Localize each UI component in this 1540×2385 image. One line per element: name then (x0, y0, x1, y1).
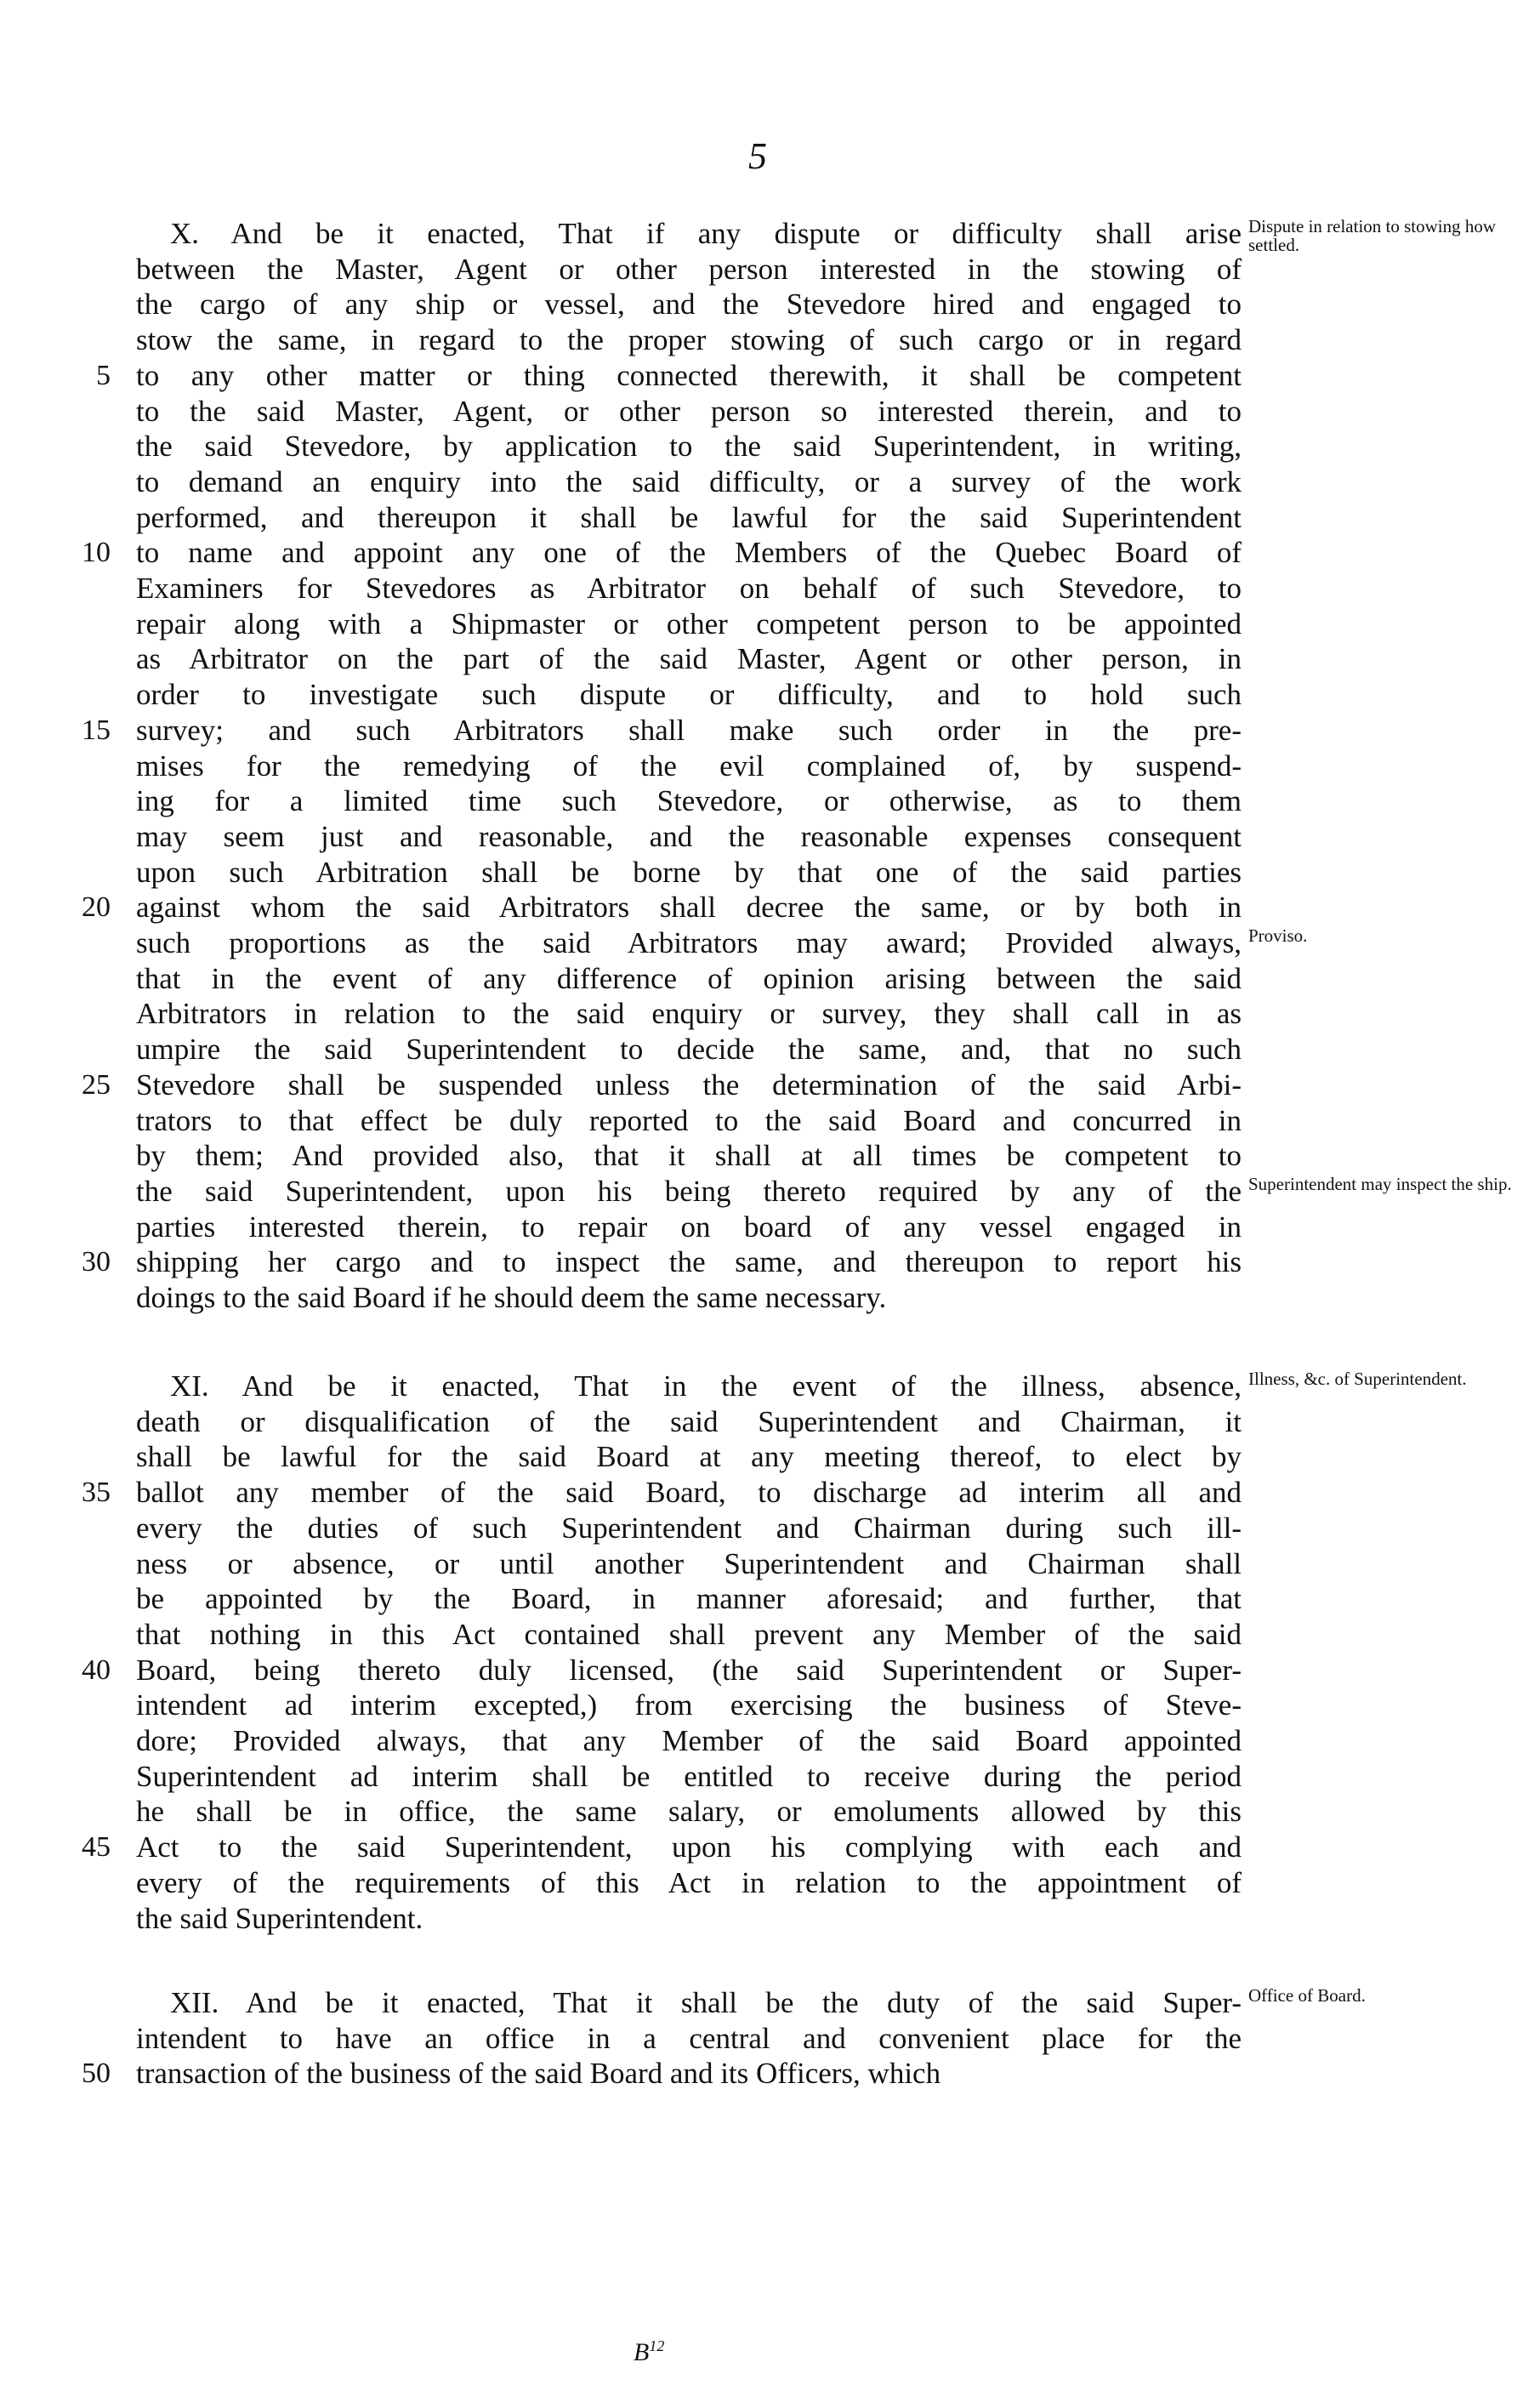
text-line (0, 784, 1540, 818)
text-line (0, 891, 1540, 925)
line-text: intendent to have an office in a central and convenient place for the (136, 2022, 1242, 2055)
text-line (0, 1760, 1540, 1794)
text-line (0, 253, 1540, 287)
text-line (0, 395, 1540, 429)
text-line (0, 359, 1540, 393)
text-line (0, 287, 1540, 322)
line-text: ballot any member of the said Board, to discharge ad interim all and (136, 1476, 1242, 1509)
text-line (0, 1476, 1540, 1510)
text-line (0, 465, 1540, 499)
line-text: umpire the said Superintendent to decide the same, and, that no such (136, 1033, 1242, 1066)
text-line (0, 430, 1540, 464)
line-text: by them; And provided also, that it shall at all times be competent to (136, 1139, 1242, 1172)
line-text: to the said Master, Agent, or other person so interested therein, and to (136, 395, 1242, 428)
line-text: stow the same, in regard to the proper stowing of such cargo or in regard (136, 323, 1242, 356)
line-text: may seem just and reasonable, and the reasonable expenses consequent (136, 820, 1242, 853)
text-line (0, 1511, 1540, 1545)
line-text: ing for a limited time such Stevedore, or otherwise, as to them (136, 784, 1242, 817)
line-text: performed, and thereupon it shall be lawful for the said Superintendent (136, 501, 1242, 534)
text-line (0, 1830, 1540, 1864)
page-number: 5 (748, 135, 767, 177)
line-text: Superintendent ad interim shall be entitled to receive during the period (136, 1760, 1242, 1793)
text-line (0, 749, 1540, 783)
line-text: XII. And be it enacted, That it shall be the duty of the said Super- (170, 1986, 1242, 2019)
line-text: be appointed by the Board, in manner aforesaid; and further, that (136, 1582, 1242, 1615)
line-number: 50 (82, 2058, 111, 2089)
line-text: that nothing in this Act contained shall prevent any Member of the said (136, 1618, 1242, 1651)
line-text: death or disqualification of the said Superintendent and Chairman, it (136, 1405, 1242, 1438)
line-text: transaction of the business of the said Board and its Officers, which (136, 2057, 941, 2090)
text-line (0, 1210, 1540, 1244)
line-text: parties interested therein, to repair on board of any vessel engaged in (136, 1210, 1242, 1244)
line-text: Act to the said Superintendent, upon his complying with each and (136, 1830, 1242, 1864)
text-line (0, 1618, 1540, 1652)
line-text: order to investigate such dispute or difficulty, and to hold such (136, 678, 1242, 711)
text-line (0, 678, 1540, 712)
text-line (0, 962, 1540, 996)
line-text: Examiners for Stevedores as Arbitrator on behalf of such Stevedore, to (136, 572, 1242, 605)
line-number: 5 (96, 360, 111, 391)
text-line (0, 1104, 1540, 1138)
line-text: as Arbitrator on the part of the said Master, Agent or other person, in (136, 642, 1242, 675)
line-text: against whom the said Arbitrators shall decree the same, or by both in (136, 891, 1242, 924)
text-line (0, 1795, 1540, 1829)
text-line (0, 323, 1540, 357)
margin-note: Office of Board. (1248, 1985, 1366, 2006)
line-text: mises for the remedying of the evil complained of, by suspend- (136, 749, 1242, 783)
text-line (0, 2057, 1540, 2091)
line-text: survey; and such Arbitrators shall make such order in the pre- (136, 714, 1242, 747)
line-text: shall be lawful for the said Board at any meeting thereof, to elect by (136, 1440, 1242, 1473)
line-number: 35 (82, 1477, 111, 1508)
text-line (0, 1139, 1540, 1173)
line-text: such proportions as the said Arbitrators may award; Provided always, (136, 926, 1242, 959)
folio-signature (634, 2337, 664, 2367)
text-line (0, 820, 1540, 854)
text-line (0, 1281, 1540, 1315)
line-text: dore; Provided always, that any Member of the said Board appointed (136, 1724, 1242, 1757)
line-number: 45 (82, 1831, 111, 1863)
text-line (0, 997, 1540, 1031)
line-text: upon such Arbitration shall be borne by that one of the said parties (136, 856, 1242, 889)
text-line (0, 1866, 1540, 1900)
text-line (0, 607, 1540, 641)
line-text: to any other matter or thing connected therewith, it shall be competent (136, 359, 1242, 392)
line-text: to demand an enquiry into the said difficulty, or a survey of the work (136, 465, 1242, 498)
text-line (0, 1902, 1540, 1936)
text-line (0, 856, 1540, 890)
text-line (0, 501, 1540, 535)
text-line (0, 714, 1540, 748)
line-text: every the duties of such Superintendent and Chairman during such ill- (136, 1511, 1242, 1545)
line-text: to name and appoint any one of the Members of the Quebec Board of (136, 536, 1242, 569)
text-line (0, 1033, 1540, 1067)
text-line (0, 2022, 1540, 2056)
margin-note: Illness, &c. of Superintendent. (1248, 1369, 1467, 1389)
line-number: 10 (82, 537, 111, 568)
line-text: Stevedore shall be suspended unless the determination of the said Arbi- (136, 1068, 1242, 1101)
line-text: he shall be in office, the same salary, or emoluments allowed by this (136, 1795, 1242, 1828)
text-line (0, 1547, 1540, 1581)
text-line (0, 1724, 1540, 1758)
line-text: shipping her cargo and to inspect the same, and thereupon to report his (136, 1245, 1242, 1278)
text-line (0, 1688, 1540, 1722)
margin-note: Dispute in relation to stowing how settled. (1248, 216, 1497, 255)
text-line (0, 1582, 1540, 1616)
line-text: intendent ad interim excepted,) from exercising the business of Steve- (136, 1688, 1242, 1722)
line-text: every of the requirements of this Act in relation to the appointment of (136, 1866, 1242, 1899)
line-number: 20 (82, 891, 111, 923)
line-text: the said Superintendent, upon his being thereto required by any of the (136, 1175, 1242, 1208)
line-number: 25 (82, 1069, 111, 1101)
line-text: trators to that effect be duly reported to the said Board and concurred in (136, 1104, 1242, 1137)
line-text: doings to the said Board if he should deem the same necessary. (136, 1281, 887, 1314)
line-number: 40 (82, 1654, 111, 1686)
text-line (0, 642, 1540, 676)
line-text: the said Stevedore, by application to the said Superintendent, in writing, (136, 430, 1242, 463)
text-line (0, 536, 1540, 570)
folio-letter: B (634, 2338, 650, 2366)
line-text: ness or absence, or until another Superintendent and Chairman shall (136, 1547, 1242, 1580)
line-number: 15 (82, 714, 111, 746)
text-line (0, 1440, 1540, 1474)
line-text: X. And be it enacted, That if any dispute or difficulty shall arise (170, 217, 1242, 250)
line-text: between the Master, Agent or other person interested in the stowing of (136, 253, 1242, 286)
text-line (0, 1068, 1540, 1102)
text-line (0, 572, 1540, 606)
margin-note: Superintendent may inspect the ship. (1248, 1174, 1512, 1194)
text-line (0, 1654, 1540, 1688)
line-text: Board, being thereto duly licensed, (the said Superintendent or Super- (136, 1654, 1242, 1687)
text-line (0, 1245, 1540, 1279)
margin-note: Proviso. (1248, 925, 1308, 946)
folio-number: 12 (649, 2337, 665, 2354)
line-text: XI. And be it enacted, That in the event of the illness, absence, (170, 1369, 1242, 1403)
line-text: the said Superintendent. (136, 1902, 423, 1935)
line-number: 30 (82, 1246, 111, 1278)
text-line (0, 1405, 1540, 1439)
line-text: that in the event of any difference of opinion arising between the said (136, 962, 1242, 995)
line-text: repair along with a Shipmaster or other competent person to be appointed (136, 607, 1242, 640)
line-text: Arbitrators in relation to the said enquiry or survey, they shall call in as (136, 997, 1242, 1030)
line-text: the cargo of any ship or vessel, and the Stevedore hired and engaged to (136, 287, 1242, 321)
